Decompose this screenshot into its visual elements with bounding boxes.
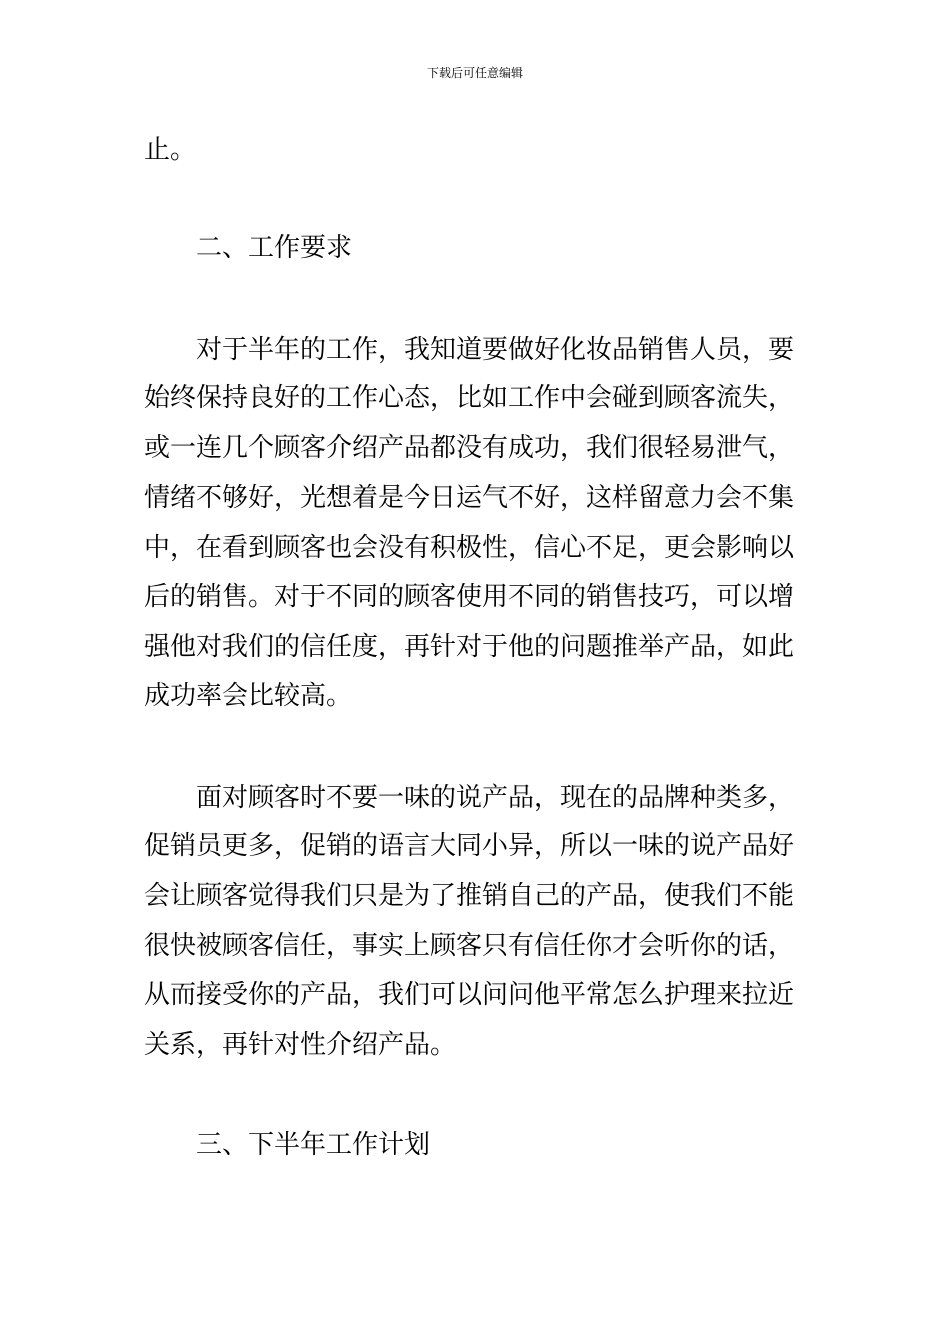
text-line: 对于半年的工作，我知道要做好化妆品销售人员，要 — [196, 335, 795, 365]
text-line: 后的销售。对于不同的顾客使用不同的销售技巧，可以增 — [144, 582, 795, 612]
text-line: 面对顾客时不要一味的说产品，现在的品牌种类多， — [196, 783, 795, 813]
text-line: 关系，再针对性介绍产品。 — [144, 1030, 457, 1060]
text-line: 始终保持良好的工作心态，比如工作中会碰到顾客流失， — [144, 383, 795, 413]
text-line: 止。 — [144, 135, 197, 165]
text-line: 中，在看到顾客也会没有积极性，信心不足，更会影响以 — [144, 533, 795, 563]
section-heading: 二、工作要求 — [196, 233, 353, 263]
text-line: 强他对我们的信任度，再针对于他的问题推举产品，如此 — [144, 632, 795, 662]
text-line: 从而接受你的产品，我们可以问问他平常怎么护理来拉近 — [144, 980, 795, 1010]
section-heading: 三、下半年工作计划 — [196, 1130, 431, 1160]
text-line: 或一连几个顾客介绍产品都没有成功，我们很轻易泄气， — [144, 433, 795, 463]
page-header-note: 下载后可任意编辑 — [426, 66, 523, 80]
text-line: 会让顾客觉得我们只是为了推销自己的产品，使我们不能 — [144, 881, 795, 911]
text-line: 很快被顾客信任，事实上顾客只有信任你才会听你的话， — [144, 931, 795, 961]
text-line: 情绪不够好，光想着是今日运气不好，这样留意力会不集 — [144, 483, 795, 513]
text-line: 成功率会比较高。 — [144, 681, 353, 711]
text-line: 促销员更多，促销的语言大同小异，所以一味的说产品好 — [144, 831, 795, 861]
